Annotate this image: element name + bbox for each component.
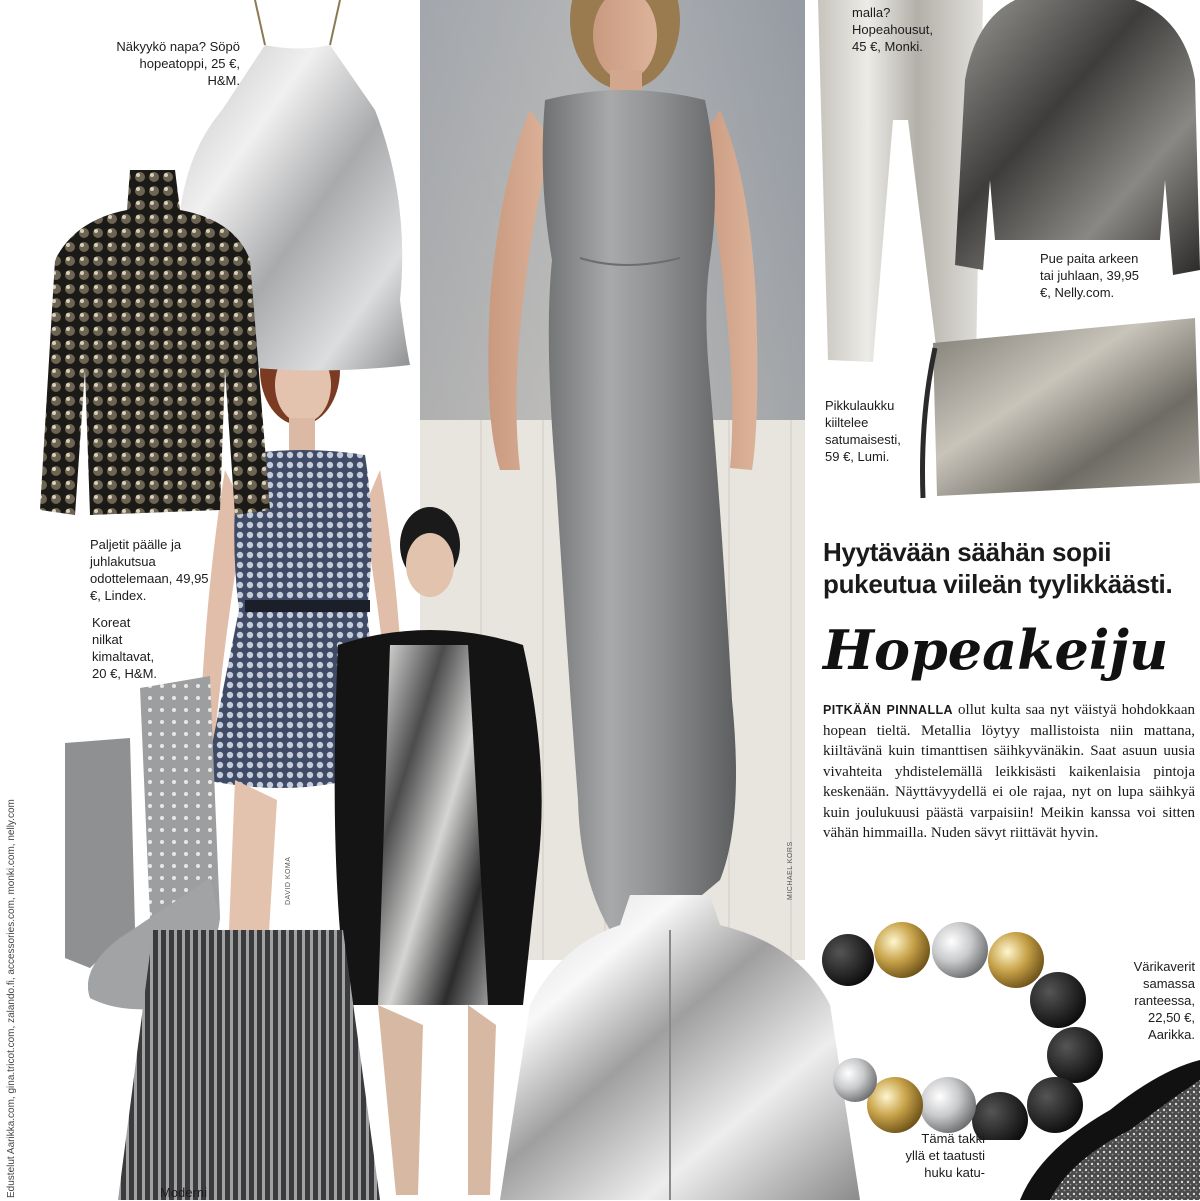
product-pleated-skirt xyxy=(118,930,380,1200)
article-title: Hopeakeiju xyxy=(823,618,1169,682)
caption-sequin-top: Paljetit päälle ja juhlakutsua odottelemaan, 49,95 €, Lindex. xyxy=(90,537,209,603)
article-body-text: ollut kulta saa nyt väistyä hohdokkaan hopean tieltä. Metallia löytyy mallistoista niin mattana, kiiltävänä kuin timanttisen säihkyvänäkin. Saat asuun uusia vivahteita yhdistelemällä leikkisästi kaikenlaisia pintoja keskenään. Näyttävyydellä ei ole rajaa, nyt on lupa säihkyä kuin joulukuusi päästä varpaisiin! Meikin kanssa voi sitten vähän himmailla. Nuden sävyt riittävät hyvin. xyxy=(823,702,1196,841)
caption-skirt: Moderni xyxy=(160,1185,207,1200)
article-body xyxy=(823,700,1195,844)
product-sequin-top xyxy=(35,170,275,540)
photo-credit-michael-kors: MICHAEL KORS xyxy=(787,841,794,900)
product-metallic-shirt xyxy=(955,0,1200,285)
caption-halter-top: Näkyykö napa? Söpö hopeatoppi, 25 €, H&M. xyxy=(116,39,240,88)
caption-pants: malla? Hopeahousut, 45 €, Monki. xyxy=(852,5,933,54)
product-glitter-shoe xyxy=(1000,1060,1200,1200)
product-silver-jacket xyxy=(500,895,860,1200)
photo-credit-david-koma: DAVID KOMA xyxy=(285,856,292,905)
caption-bracelet: Värikaverit samassa ranteessa, 22,50 €, Aarikka. xyxy=(1133,959,1195,1042)
caption-socks: Koreat nilkat kimaltavat, 20 €, H&M. xyxy=(92,615,158,681)
caption-shirt: Pue paita arkeen tai juhlaan, 39,95 €, Nelly.com. xyxy=(1040,251,1140,300)
caption-clutch: Pikkulaukku kiiltelee satumaisesti, 59 €, Lumi. xyxy=(825,398,901,464)
article-lead: PITKÄÄN PINNALLA xyxy=(823,703,953,717)
caption-jacket: Tämä takki yllä et taatusti huku katu- xyxy=(905,1131,985,1180)
article-headline: Hyytävään säähän sopii pukeutua viileän tyylikkäästi. xyxy=(823,537,1173,599)
side-credits: Edustelut Aarikka.com, gina.tricot.com, zalando.fi, accessories.com, monki.com, nelly.com xyxy=(6,799,17,1198)
product-clutch-bag xyxy=(915,318,1200,503)
